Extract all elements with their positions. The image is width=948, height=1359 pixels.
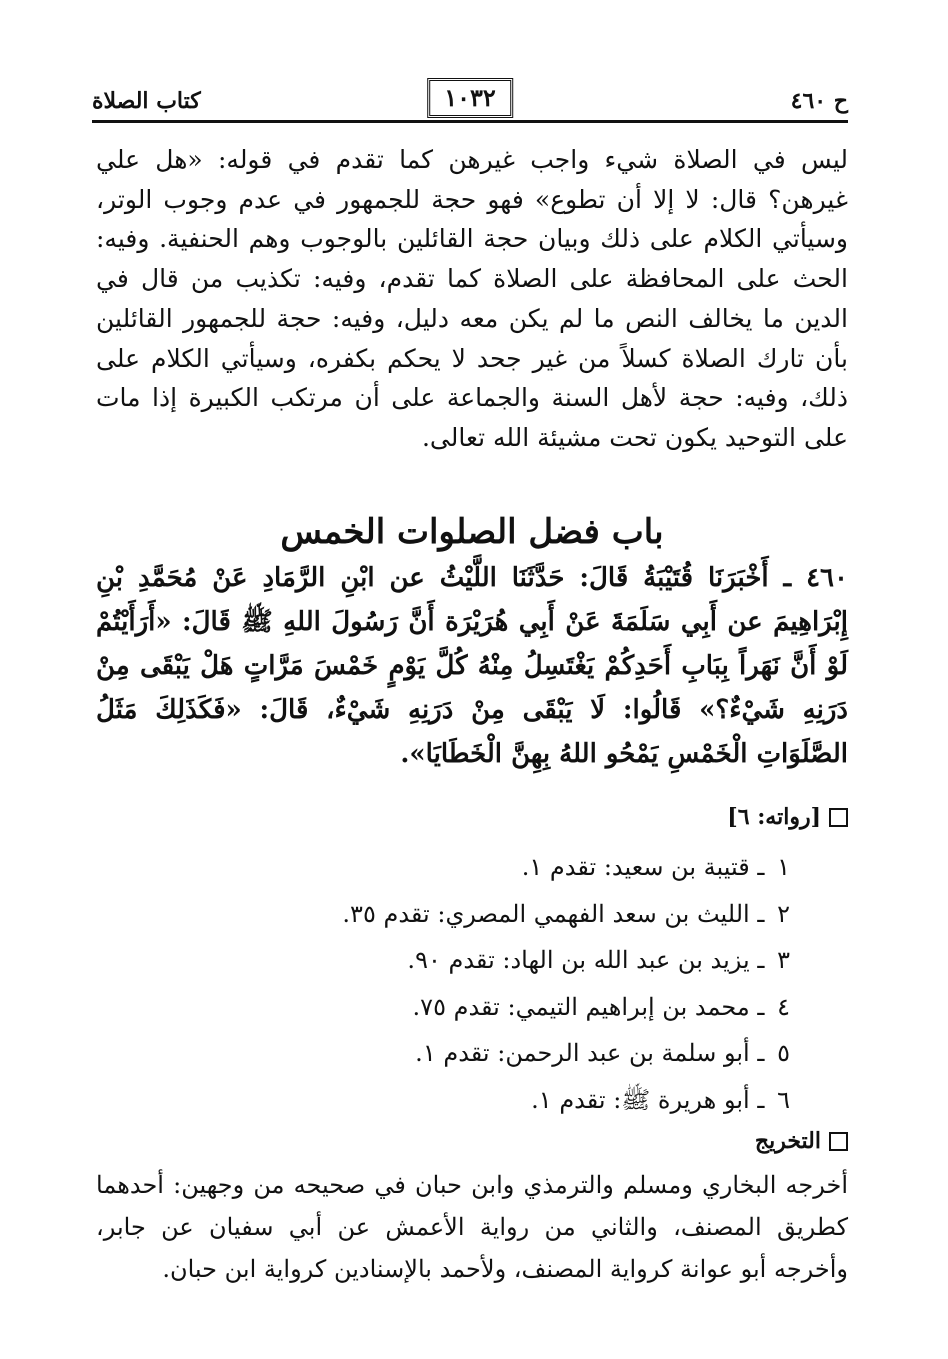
commentary-paragraph: ليس في الصلاة شيء واجب غيرهن كما تقدم في قوله: «هل علي غيرهن؟ قال: لا إلا أن تطوع» فهو حجة للجمهور في عدم وجوب الوتر، وسيأتي الكلام على ذلك وبيان حجة القائلين بالوجوب وهم الحنفية. وفيه: الحث على المحافظة على الصلاة كما تقدم، وفيه: تكذيب من قال في الدين ما يخالف النص ما لم يكن معه دليل، وفيه: حجة للجمهور القائلين بأن تارك الصلاة كسلاً من غير جحد لا يحكم بكفره، وسيأتي الكلام على ذلك، وفيه: حجة لأهل السنة والجماعة على أن مرتكب الكبيرة إذا مات على التوحيد يكون تحت مشيئة الله تعالى. [96, 145, 848, 452]
narrator-text: يزيد بن عبد الله بن الهاد: تقدم ٩٠. [407, 946, 750, 974]
list-item: ٤ ـ محمد بن إبراهيم التيمي: تقدم ٧٥. [342, 984, 790, 1031]
header-rule [92, 120, 848, 123]
takhrij-heading [755, 1128, 848, 1154]
narrator-number: ٤ [777, 992, 790, 1021]
running-header [92, 82, 848, 116]
narrator-text: قتيبة بن سعيد: تقدم ١. [521, 853, 750, 881]
hadith-text: ٤٦٠ ـ أَخْبَرَنَا قُتَيْبَةُ قَالَ: حَدَّثَنَا اللَّيْثُ عن ابْنِ الرَّمَادِ عَنْ مُحَمَّدِ بْنِ إِبْرَاهِيمَ عن أَبِي سَلَمَةَ عَنْ أَبِي هُرَيْرَة أَنَّ رَسُولَ اللهِ ﷺ قَالَ: «أَرَأَيْتُمْ لَوْ أَنَّ نَهَراً بِبَابِ أَحَدِكُمْ يَغْتَسِلُ مِنْهُ كُلَّ يَوْمٍ خَمْسَ مَرَّاتٍ هَلْ يَبْقَى مِنْ دَرَنِهِ شَيْءٌ؟» قَالُوا: لَا يَبْقَى مِنْ دَرَنِهِ شَيْءٌ، قَالَ: «فَكَذَلِكَ مَثَلُ الصَّلَوَاتِ الْخَمْسِ يَمْحُو اللهُ بِهِنَّ الْخَطَايَا». [96, 563, 848, 769]
narrators-list [342, 844, 790, 1123]
header-page-number: ١٠٣٢ [427, 78, 513, 118]
list-item: ٦ ـ أبو هريرة ﷺ: تقدم ١. [342, 1077, 790, 1124]
list-item: ٣ ـ يزيد بن عبد الله بن الهاد: تقدم ٩٠. [342, 937, 790, 984]
narrators-heading [727, 804, 848, 830]
narrator-number: ٣ [777, 946, 790, 974]
list-item: ١ ـ قتيبة بن سعيد: تقدم ١. [342, 844, 790, 891]
takhrij-heading-label: التخريج [754, 1128, 821, 1154]
list-item: ٢ ـ الليث بن سعد الفهمي المصري: تقدم ٣٥. [342, 891, 790, 938]
checkbox-square-icon [829, 808, 848, 827]
header-book-title: كتاب الصلاة [92, 88, 201, 114]
header-hadith-number: ح ٤٦٠ [790, 88, 848, 114]
narrator-text: أبو هريرة ﷺ: تقدم ١. [531, 1085, 750, 1114]
takhrij-paragraph: أخرجه البخاري ومسلم والترمذي وابن حبان في صحيحه من وجهين: أحدهما كطريق المصنف، والثاني من رواية الأعمش عن أبي سفيان عن جابر، وأخرجه أبو عوانة كرواية المصنف، ولأحمد بالإسنادين كرواية ابن حبان. [96, 1171, 848, 1283]
narrator-text: محمد بن إبراهيم التيمي: تقدم ٧٥. [412, 992, 750, 1021]
chapter-title: باب فضل الصلوات الخمس [280, 512, 664, 552]
checkbox-square-icon [829, 1132, 848, 1151]
narrators-heading-label: [رواته: ٦] [727, 804, 821, 830]
narrator-text: الليث بن سعد الفهمي المصري: تقدم ٣٥. [342, 899, 750, 928]
narrator-number: ٥ [777, 1039, 790, 1067]
narrator-number: ٢ [777, 899, 790, 928]
narrator-number: ١ [777, 853, 790, 881]
narrator-text: أبو سلمة بن عبد الرحمن: تقدم ١. [415, 1039, 750, 1067]
list-item: ٥ ـ أبو سلمة بن عبد الرحمن: تقدم ١. [342, 1030, 790, 1077]
narrator-number: ٦ [777, 1085, 790, 1114]
